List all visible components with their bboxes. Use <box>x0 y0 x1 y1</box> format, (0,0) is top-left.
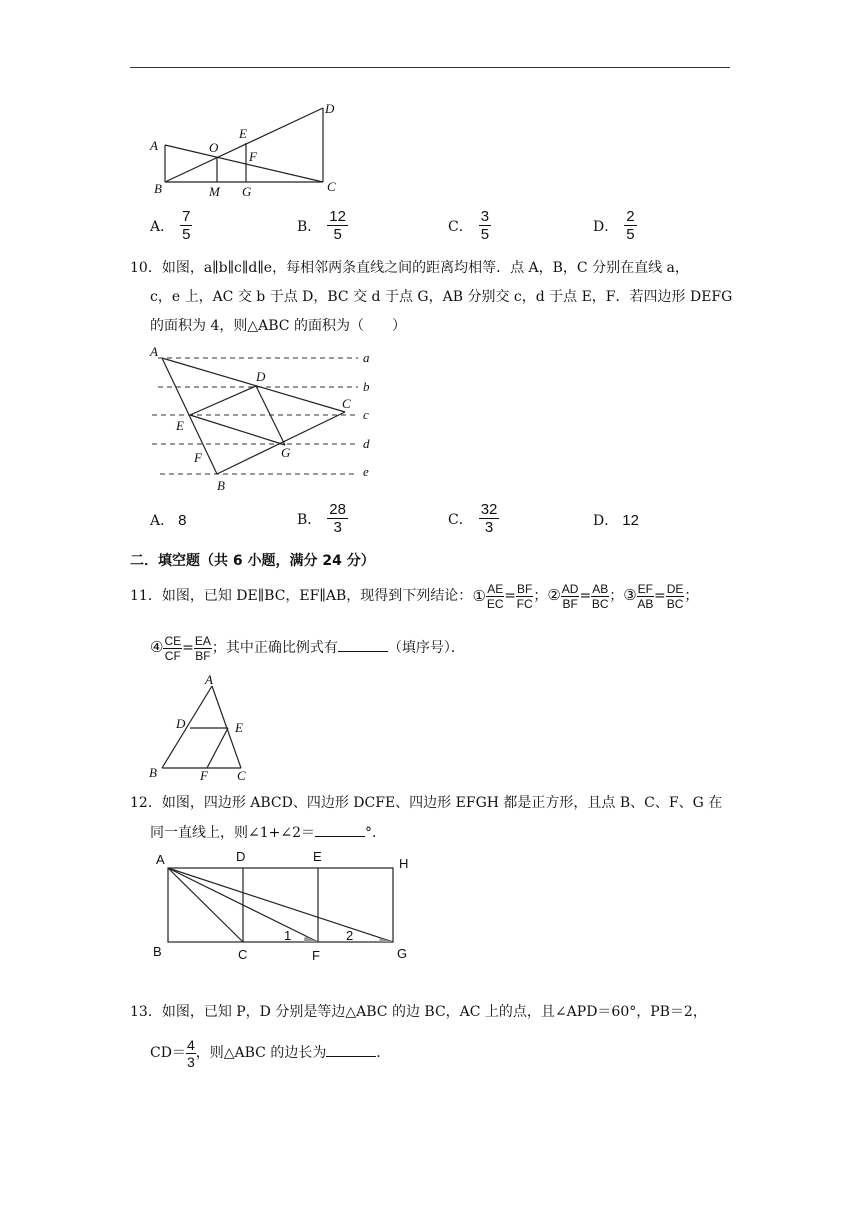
q12-text-line1: 12．如图，四边形 ABCD、四边形 DCFE、四边形 EFGH 都是正方形，且点 B、C、F、G 在 <box>130 795 723 811</box>
q9-option-d-label: D． <box>593 218 619 235</box>
q12-text-line2a: 同一直线上，则∠1+∠2＝ <box>150 825 316 841</box>
q11-item-1: ① $\frac{AE}{EC}$ = $\frac{BF}{FC}$ ； <box>472 581 548 611</box>
q10-option-b-label: B． <box>297 511 322 528</box>
section-heading: 二．填空题（共 6 小题，满分 24 分） <box>130 553 375 569</box>
q12-label-A: A <box>156 852 165 867</box>
q12-label-G: G <box>397 946 408 961</box>
q10-text-line1: 10．如图，a∥b∥c∥d∥e，每相邻两条直线之间的距离均相等．点 A，B，C 分别在直线 a， <box>130 260 689 276</box>
q9-option-c-label: C． <box>448 218 473 235</box>
q10-label-D: D <box>256 369 266 384</box>
q9-option-b-label: B． <box>297 218 322 235</box>
q9-label-A: A <box>150 138 158 153</box>
q9-option-b-fraction: $\frac{12}{5}$ <box>329 208 346 243</box>
q10-option-c-fraction: $\frac{32}{3}$ <box>480 501 498 536</box>
q11-answer-blank[interactable] <box>338 637 388 652</box>
q9-label-G: G <box>242 184 252 199</box>
q10-option-a-label: A． <box>150 513 175 529</box>
q9-label-C: C <box>327 179 336 194</box>
angle-1-mark <box>304 936 318 942</box>
q10-label-E: E <box>176 418 184 433</box>
q10-label-C: C <box>342 396 351 411</box>
q9-label-M: M <box>209 184 220 199</box>
q9-option-a-fraction: $\frac{7}{5}$ <box>182 208 191 243</box>
q9-option-a[interactable] <box>150 208 192 243</box>
q10-label-b: b <box>363 379 370 394</box>
q11-item-4: ④ $\frac{CE}{CF}$ = $\frac{EA}{BF}$ ； <box>150 633 226 663</box>
q10-option-c[interactable] <box>448 501 499 536</box>
q11-label-D: D <box>176 716 186 731</box>
q9-option-a-label: A． <box>150 218 175 235</box>
q10-option-d-value: 12 <box>622 512 639 529</box>
q10-label-e: e <box>363 464 369 479</box>
angle-2-mark <box>379 938 393 942</box>
q12-label-F: F <box>312 948 320 963</box>
q11-label-A: A <box>205 672 213 687</box>
q9-option-d-fraction: $\frac{2}{5}$ <box>626 208 635 243</box>
q10-label-A: A <box>150 344 158 359</box>
q10-option-b-fraction: $\frac{28}{3}$ <box>329 501 346 536</box>
q10-label-B: B <box>217 478 225 493</box>
q11-label-E: E <box>235 720 243 735</box>
q10-label-c: c <box>363 407 369 422</box>
q13-cd-fraction: $\frac{4}{3}$ <box>186 1036 195 1070</box>
q11-item-2: ② $\frac{AD}{BF}$ = $\frac{AB}{BC}$ ； <box>547 581 624 611</box>
q13-text-line2 <box>150 1036 390 1070</box>
q13-answer-blank[interactable] <box>326 1042 376 1057</box>
q9-figure <box>140 98 350 200</box>
q11-figure <box>145 672 255 784</box>
q10-figure <box>145 342 380 494</box>
header-rule <box>130 67 730 68</box>
q12-label-C: C <box>238 947 248 962</box>
q12-text-line2 <box>150 822 386 843</box>
q9-label-D: D <box>325 101 335 116</box>
q10-label-F: F <box>194 450 202 465</box>
q10-label-d: d <box>363 436 370 451</box>
q10-label-a: a <box>363 350 370 365</box>
q10-option-d[interactable] <box>593 510 639 530</box>
q12-label-D: D <box>236 849 246 864</box>
q10-option-a[interactable] <box>150 510 186 530</box>
q10-option-d-label: D． <box>593 513 619 529</box>
q9-option-c-fraction: $\frac{3}{5}$ <box>480 208 490 243</box>
q11-tail2: （填序号）． <box>387 640 465 656</box>
q13-end: ． <box>376 1045 391 1061</box>
q11-statement-line2 <box>150 632 465 663</box>
q11-label-B: B <box>149 765 157 780</box>
q12-label-B: B <box>153 944 162 959</box>
q11-item-3: ③ $\frac{EF}{AB}$ = $\frac{DE}{BC}$ ； <box>623 581 699 611</box>
q9-label-F: F <box>249 149 257 164</box>
q9-label-O: O <box>209 140 219 155</box>
q12-label-E: E <box>313 849 322 864</box>
q9-option-d[interactable] <box>593 208 637 243</box>
q12-label-H: H <box>399 856 409 871</box>
q12-answer-blank[interactable] <box>315 822 365 837</box>
q12-figure <box>148 848 418 963</box>
q12-label-angle1: 1 <box>284 928 292 943</box>
q9-label-B: B <box>154 181 162 196</box>
q11-label-C: C <box>237 768 246 783</box>
q10-option-b[interactable] <box>297 501 348 536</box>
q11-tail: 其中正确比例式有 <box>225 640 338 656</box>
q10-option-c-label: C． <box>448 511 473 528</box>
q12-label-angle2: 2 <box>346 928 354 943</box>
q13-cd-suffix: ，则△ABC 的边长为 <box>195 1045 327 1061</box>
q12-text-line2b: °． <box>365 825 387 841</box>
q10-label-G: G <box>281 445 291 460</box>
q11-label-F: F <box>200 768 208 783</box>
q11-intro: 11．如图，已知 DE∥BC，EF∥AB，现得到下列结论： <box>130 588 473 604</box>
q13-text-line1: 13．如图，已知 P，D 分别是等边△ABC 的边 BC，AC 上的点，且∠APD＝60°，PB＝2， <box>130 1004 707 1020</box>
q10-text-line3: 的面积为 4，则△ABC 的面积为（ ） <box>150 318 406 334</box>
q10-option-a-value: 8 <box>178 512 187 529</box>
q10-text-line2: c，e 上，AC 交 b 于点 D，BC 交 d 于点 G，AB 分别交 c，d 于点 E，F．若四边形 DEFG <box>150 289 733 305</box>
q9-option-c[interactable] <box>448 208 491 243</box>
q9-option-b[interactable] <box>297 208 348 243</box>
q9-label-E: E <box>239 126 247 141</box>
q13-cd-prefix: CD＝ <box>150 1045 186 1061</box>
q11-statement <box>130 580 698 611</box>
